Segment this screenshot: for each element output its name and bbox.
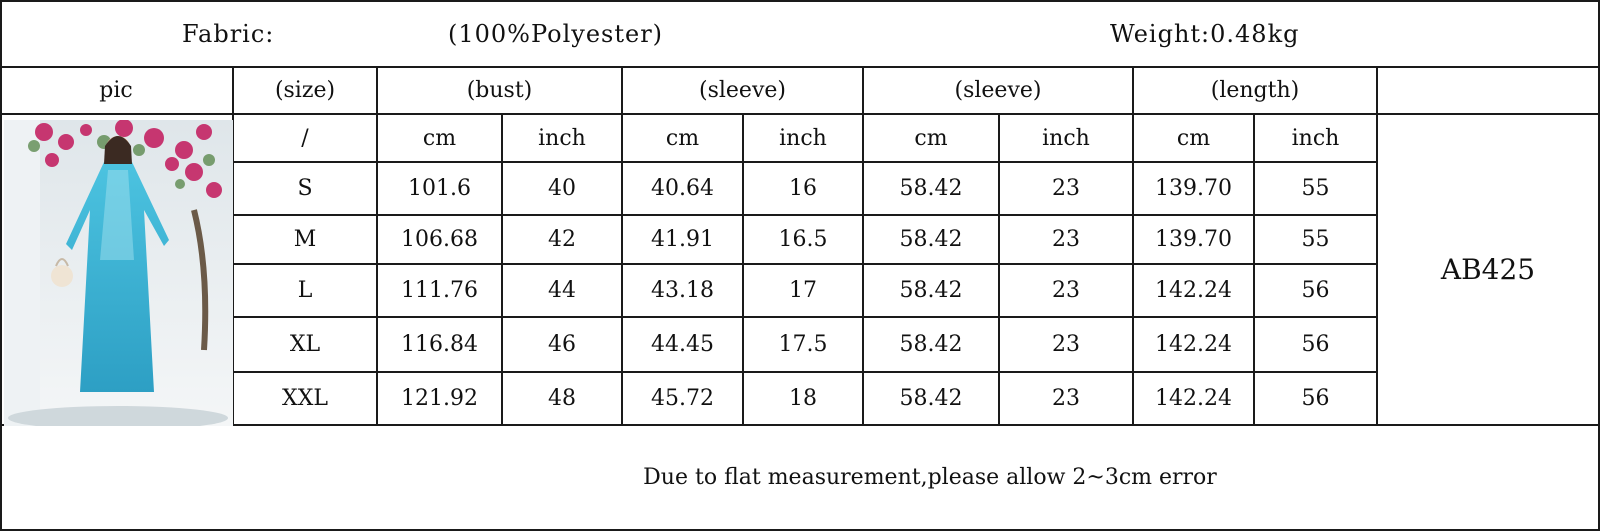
cell-sleeve-inch: 16.5 <box>778 227 828 252</box>
cell-sleeve2-inch: 23 <box>1052 278 1080 303</box>
cell-sleeve-cm: 40.64 <box>651 176 714 201</box>
cell-sleeve-inch: 17 <box>789 278 817 303</box>
cell-length-inch: 56 <box>1301 386 1330 411</box>
cell-length-inch: 55 <box>1301 176 1330 201</box>
measurement-note <box>0 424 1600 531</box>
col-header-sleeve: (sleeve) <box>699 78 786 103</box>
unit-inch: inch <box>538 125 586 151</box>
cell-size: XXL <box>282 386 328 411</box>
cell-sleeve2-cm: 58.42 <box>899 332 963 357</box>
cell-length-cm: 139.70 <box>1155 227 1232 252</box>
unit-inch: inch <box>779 125 827 151</box>
unit-cm: cm <box>914 125 948 151</box>
cell-sleeve2-cm: 58.42 <box>899 386 963 411</box>
measurement-note-text: Due to flat measurement,please allow 2~3cm error <box>643 465 1217 490</box>
fabric-value: (100%Polyester) <box>448 20 664 48</box>
cell-size: XL <box>289 332 321 357</box>
cell-sleeve2-inch: 23 <box>1052 386 1080 411</box>
cell-bust-inch: 48 <box>548 386 576 411</box>
cell-length-cm: 139.70 <box>1155 176 1232 201</box>
cell-sleeve-cm: 43.18 <box>651 278 714 303</box>
unit-slash: / <box>301 125 309 151</box>
cell-length-cm: 142.24 <box>1155 386 1232 411</box>
cell-bust-cm: 106.68 <box>401 227 478 252</box>
col-header-pic: pic <box>99 78 133 103</box>
cell-bust-cm: 116.84 <box>401 332 478 357</box>
fabric-label: Fabric: <box>182 20 275 48</box>
cell-bust-inch: 46 <box>548 332 576 357</box>
cell-sleeve-cm: 41.91 <box>651 227 714 252</box>
cell-bust-inch: 42 <box>548 227 576 252</box>
weight-label: Weight:0.48kg <box>1110 20 1300 48</box>
cell-size: S <box>297 176 313 201</box>
cell-sleeve2-cm: 58.42 <box>899 176 963 201</box>
cell-sleeve-inch: 17.5 <box>778 332 828 357</box>
col-header-bust: (bust) <box>466 78 533 103</box>
cell-sleeve2-cm: 58.42 <box>899 278 963 303</box>
cell-sleeve-cm: 44.45 <box>651 332 714 357</box>
unit-cm: cm <box>665 125 700 151</box>
cell-length-inch: 55 <box>1301 227 1330 252</box>
col-header-length: (length) <box>1210 78 1300 103</box>
cell-size: L <box>297 278 313 303</box>
dress-photo-illustration <box>4 120 233 426</box>
cell-sleeve-inch: 18 <box>789 386 817 411</box>
cell-length-cm: 142.24 <box>1155 332 1232 357</box>
cell-sleeve2-inch: 23 <box>1052 227 1080 252</box>
table-border <box>0 0 1600 2</box>
cell-bust-inch: 40 <box>548 176 576 201</box>
unit-inch: inch <box>1042 125 1090 151</box>
cell-sleeve2-cm: 58.42 <box>899 227 963 252</box>
cell-bust-cm: 101.6 <box>408 176 471 201</box>
model-code: AB425 <box>1440 253 1536 286</box>
cell-sleeve-inch: 16 <box>789 176 817 201</box>
cell-bust-cm: 121.92 <box>401 386 478 411</box>
col-header-sleeve-2: (sleeve) <box>954 78 1042 103</box>
cell-sleeve2-inch: 23 <box>1052 176 1080 201</box>
cell-bust-cm: 111.76 <box>401 278 478 303</box>
cell-length-cm: 142.24 <box>1155 278 1232 303</box>
cell-length-inch: 56 <box>1301 278 1330 303</box>
unit-inch: inch <box>1291 125 1340 151</box>
cell-sleeve2-inch: 23 <box>1052 332 1080 357</box>
cell-size: M <box>293 227 317 252</box>
cell-sleeve-cm: 45.72 <box>651 386 714 411</box>
unit-cm: cm <box>422 125 457 151</box>
unit-cm: cm <box>1176 125 1211 151</box>
cell-length-inch: 56 <box>1301 332 1330 357</box>
col-header-size: (size) <box>274 78 336 103</box>
product-photo <box>4 120 233 426</box>
cell-bust-inch: 44 <box>548 278 576 303</box>
